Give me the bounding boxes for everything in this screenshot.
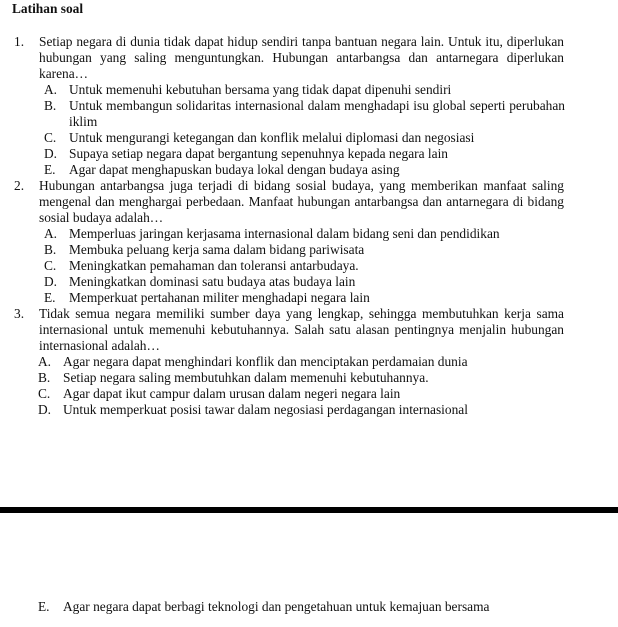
option-letter: A. [38, 354, 52, 369]
option-letter: C. [44, 258, 57, 273]
option-letter: E. [38, 599, 50, 614]
option-letter: B. [44, 242, 57, 257]
option-letter: D. [44, 146, 58, 161]
page-divider [0, 507, 618, 513]
option-text: Memperluas jaringan kerjasama internasional dalam bidang seni dan pendidikan [69, 226, 500, 241]
option-text: Meningkatkan dominasi satu budaya atas budaya lain [69, 274, 356, 289]
question-number: 3. [14, 306, 25, 321]
question-text: Setiap negara di dunia tidak dapat hidup sendiri tanpa bantuan negara lain. Untuk itu, diperlukan hubungan yang saling menguntungkan. Hubungan antarbangsa dan antarnegara diperlukan karena… [39, 34, 564, 81]
option-text: Meningkatkan pemahaman dan toleransi antarbudaya. [69, 258, 359, 273]
option-letter: D. [38, 402, 52, 417]
option-letter: C. [38, 386, 51, 401]
option-letter: A. [44, 82, 58, 97]
page-title: Latihan soal [12, 1, 84, 16]
option-text: Agar dapat menghapuskan budaya lokal dengan budaya asing [69, 162, 400, 177]
option-letter: E. [44, 162, 56, 177]
option-letter: E. [44, 290, 56, 305]
option-letter: B. [38, 370, 51, 385]
question-text: Hubungan antarbangsa juga terjadi di bidang sosial budaya, yang memberikan manfaat saling mengenal dan menghargai perbedaan. Manfaat hubungan antarbangsa dan antarnegara di bidang sosial budaya adalah… [39, 178, 564, 225]
question-number: 1. [14, 34, 25, 49]
option-letter: C. [44, 130, 57, 145]
option-text: Untuk memperkuat posisi tawar dalam negosiasi perdagangan internasional [63, 402, 468, 417]
option-letter: D. [44, 274, 58, 289]
option-letter: B. [44, 98, 57, 113]
option-text: Memperkuat pertahanan militer menghadapi negara lain [69, 290, 370, 305]
option-text: Agar negara dapat berbagi teknologi dan pengetahuan untuk kemajuan bersama [63, 599, 490, 614]
question-number: 2. [14, 178, 25, 193]
option-text: Agar negara dapat menghindari konflik dan menciptakan perdamaian dunia [63, 354, 468, 369]
option-text: Untuk mengurangi ketegangan dan konflik melalui diplomasi dan negosiasi [69, 130, 475, 145]
option-text: Untuk membangun solidaritas internasional dalam menghadapi isu global seperti perubahan iklim [69, 98, 565, 129]
question-text: Tidak semua negara memiliki sumber daya yang lengkap, sehingga membutuhkan kerja sama internasional untuk memenuhi kebutuhannya. Salah satu alasan pentingnya menjalin hubungan internasional adalah… [39, 306, 564, 353]
option-text: Setiap negara saling membutuhkan dalam memenuhi kebutuhannya. [63, 370, 429, 385]
option-letter: A. [44, 226, 58, 241]
option-text: Supaya setiap negara dapat bergantung sepenuhnya kepada negara lain [69, 146, 448, 161]
option-text: Untuk memenuhi kebutuhan bersama yang tidak dapat dipenuhi sendiri [69, 82, 452, 97]
option-text: Membuka peluang kerja sama dalam bidang pariwisata [69, 242, 365, 257]
option-text: Agar dapat ikut campur dalam urusan dalam negeri negara lain [63, 386, 401, 401]
